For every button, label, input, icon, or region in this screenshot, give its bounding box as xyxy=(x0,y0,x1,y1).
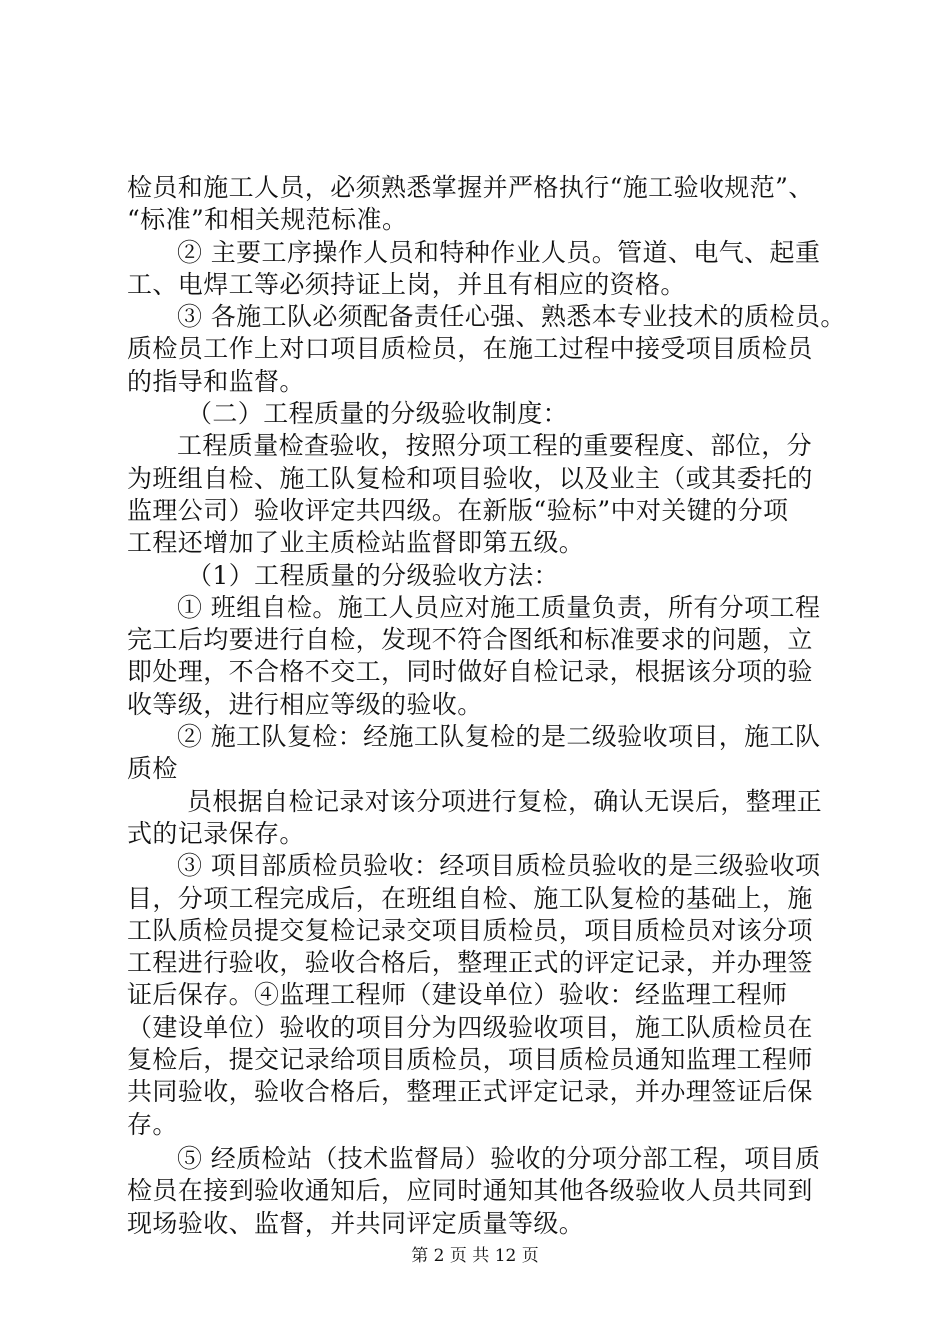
text-line: 的指导和监督。 xyxy=(127,366,305,396)
text-line: 收等级，进行相应等级的验收。 xyxy=(127,689,483,719)
text-line: 员根据自检记录对该分项进行复检，确认无误后，整理正 xyxy=(187,786,823,816)
text-line: 现场验收、监督，并共同评定质量等级。 xyxy=(127,1208,585,1238)
text-line: ③ 项目部质检员验收：经项目质检员验收的是三级验收项 xyxy=(177,851,821,881)
text-line: 共同验收，验收合格后，整理正式评定记录，并办理签证后保 xyxy=(127,1077,813,1107)
text-line: 工程质量检查验收，按照分项工程的重要程度、部位，分 xyxy=(177,431,813,461)
text-line: 质检 xyxy=(127,754,178,784)
text-line: 证后保存。④监理工程师（建设单位）验收：经监理工程师 xyxy=(127,980,788,1010)
page-number-footer: 第 2 页 共 12 页 xyxy=(411,1246,539,1266)
text-line: 工、电焊工等必须持证上岗，并且有相应的资格。 xyxy=(127,269,686,299)
text-line: 完工后均要进行自检，发现不符合图纸和标准要求的问题，立 xyxy=(127,625,813,655)
text-line: 监理公司）验收评定共四级。在新版“验标”中对关键的分项 xyxy=(127,495,789,525)
text-line: 检员和施工人员，必须熟悉掌握并严格执行“施工验收规范”、 xyxy=(127,173,814,202)
text-line: ② 施工队复检：经施工队复检的是二级验收项目，施工队 xyxy=(177,722,821,752)
text-line: ③ 各施工队必须配备责任心强、熟悉本专业技术的质检员。 xyxy=(177,302,846,332)
text-line: 检员在接到验收通知后，应同时通知其他各级验收人员共同到 xyxy=(127,1176,813,1206)
text-line: 为班组自检、施工队复检和项目验收，以及业主（或其委托的 xyxy=(127,463,813,493)
text-line: 即处理，不合格不交工，同时做好自检记录，根据该分项的验 xyxy=(127,657,813,687)
text-line: “标准”和相关规范标准。 xyxy=(127,205,408,235)
text-line: ⑤ 经质检站（技术监督局）验收的分项分部工程，项目质 xyxy=(177,1143,821,1173)
text-line: （建设单位）验收的项目分为四级验收项目，施工队质检员在 xyxy=(127,1012,813,1042)
text-line: 工程进行验收，验收合格后，整理正式的评定记录，并办理签 xyxy=(127,948,813,978)
document-body xyxy=(127,172,846,1240)
text-line: 复检后，提交记录给项目质检员，项目质检员通知监理工程师 xyxy=(127,1045,813,1075)
text-line: 工队质检员提交复检记录交项目质检员，项目质检员对该分项 xyxy=(127,915,813,945)
text-line: 工程还增加了业主质检站监督即第五级。 xyxy=(127,528,585,558)
text-line: 存。 xyxy=(127,1109,178,1139)
text-line: ① 班组自检。施工人员应对施工质量负责，所有分项工程 xyxy=(177,592,821,622)
subsection-heading: （1）工程质量的分级验收方法： xyxy=(187,560,559,590)
text-line: 式的记录保存。 xyxy=(127,818,305,848)
text-line: ② 主要工序操作人员和特种作业人员。管道、电气、起重 xyxy=(177,237,821,267)
section-heading: （二）工程质量的分级验收制度： xyxy=(187,399,569,429)
text-line: 质检员工作上对口项目质检员，在施工过程中接受项目质检员 xyxy=(127,334,813,364)
text-line: 目，分项工程完成后，在班组自检、施工队复检的基础上，施 xyxy=(127,883,813,913)
